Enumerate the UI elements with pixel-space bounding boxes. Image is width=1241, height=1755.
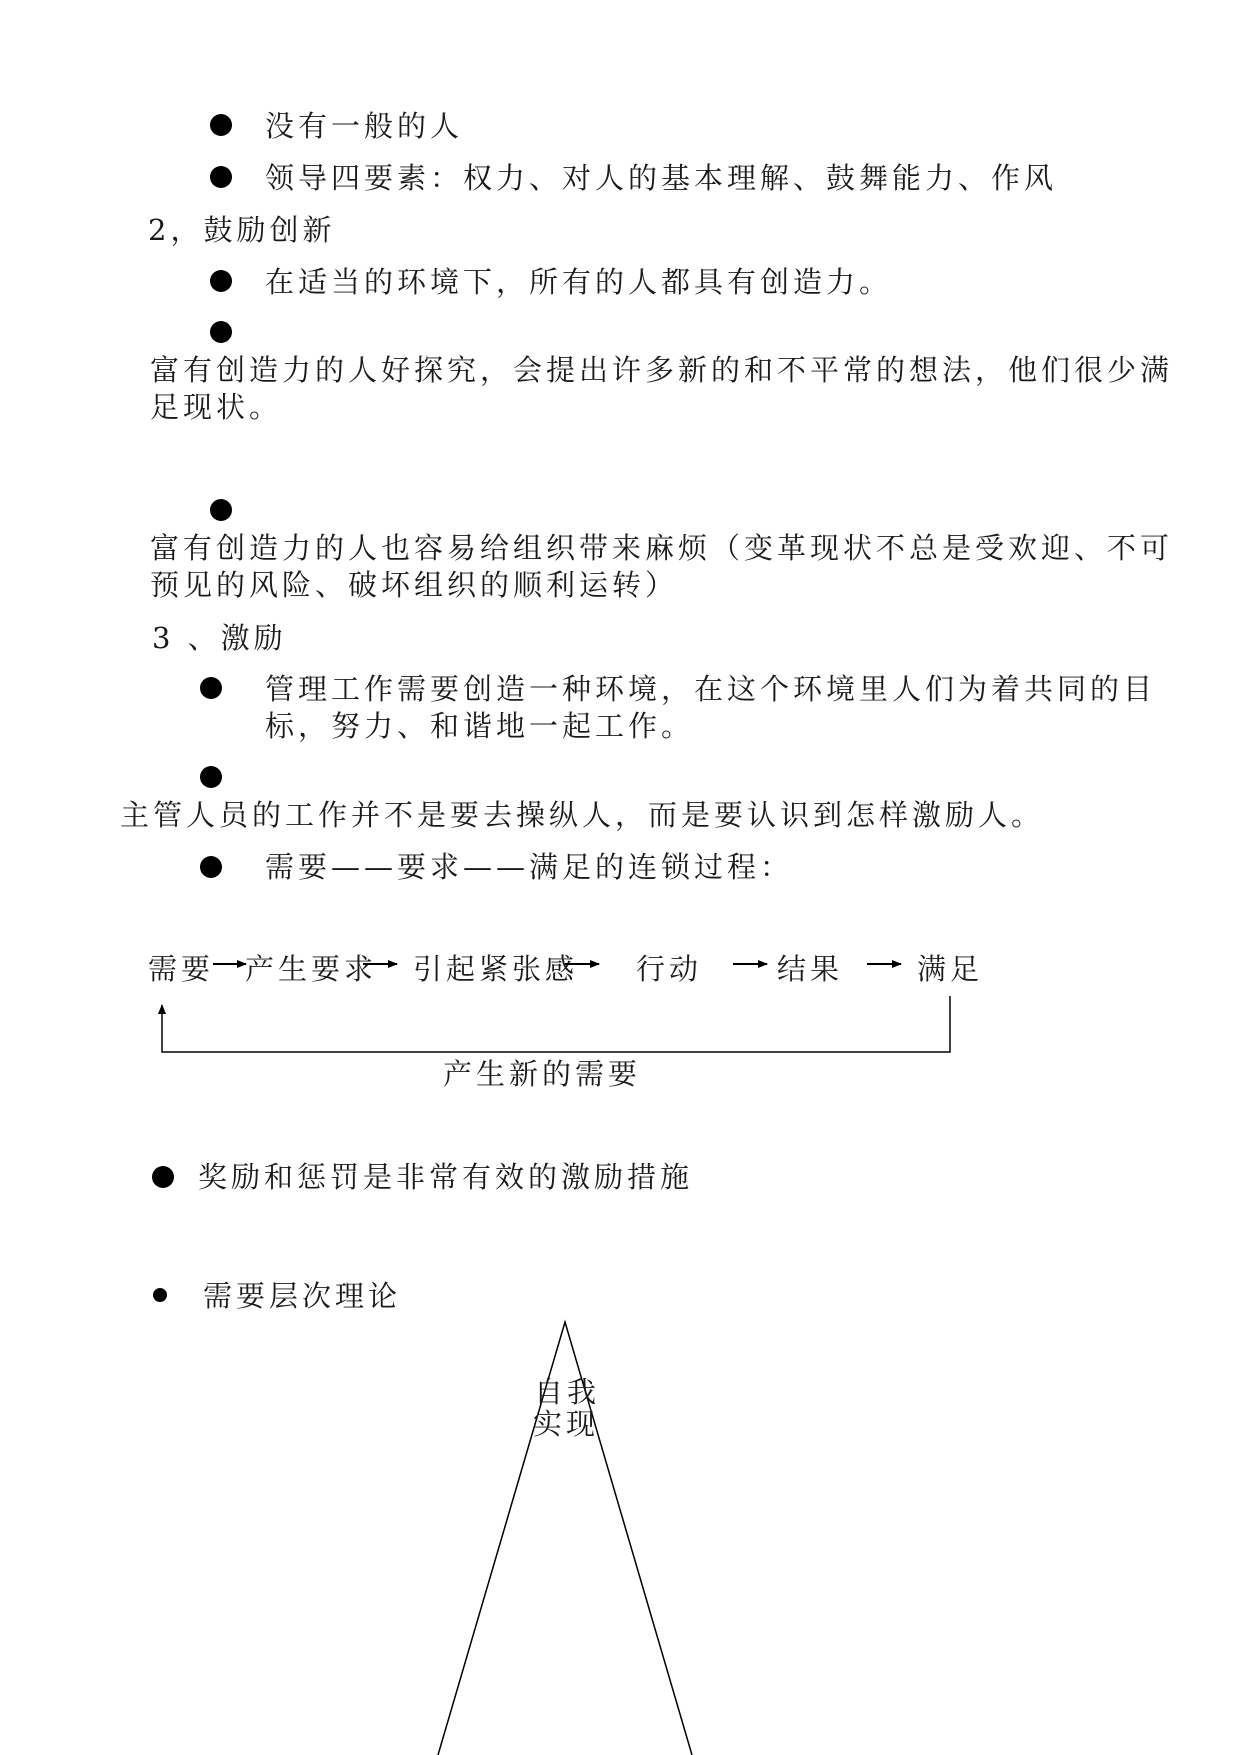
paragraph-line: 富有创造力的人也容易给组织带来麻烦（变革现状不总是受欢迎、不可 <box>150 531 1174 565</box>
bullet-text: 在适当的环境下，所有的人都具有创造力。 <box>265 265 893 299</box>
bullet-text: 管理工作需要创造一种环境，在这个环境里人们为着共同的目 <box>265 672 1157 706</box>
bullet-text: 标，努力、和谐地一起工作。 <box>265 709 695 743</box>
flow-step-demand: 产生要求 <box>245 952 378 986</box>
bullet-text: 奖励和惩罚是非常有效的激励措施 <box>198 1160 694 1194</box>
bullet-text: 需要——要求——满足的连锁过程： <box>265 850 794 884</box>
bullet-text: 领导四要素：权力、对人的基本理解、鼓舞能力、作风 <box>265 161 1058 195</box>
flow-step-need: 需要 <box>148 952 215 986</box>
feedback-loop-line <box>162 996 950 1052</box>
paragraph-line: 足现状。 <box>150 390 283 424</box>
flow-step-satisfy: 满足 <box>917 952 984 986</box>
paragraph-line: 富有创造力的人好探究，会提出许多新的和不平常的想法，他们很少满 <box>150 353 1174 387</box>
section-heading: 2，鼓励创新 <box>148 213 336 247</box>
bullet-dot <box>152 1166 174 1188</box>
section-heading: 3 、激励 <box>152 621 287 655</box>
flow-step-result: 结果 <box>777 952 844 986</box>
pyramid-top-label: 自我 <box>534 1375 601 1409</box>
bullet-dot <box>153 1288 167 1302</box>
feedback-label: 产生新的需要 <box>443 1057 642 1091</box>
bullet-text: 需要层次理论 <box>203 1279 402 1313</box>
bullet-text: 没有一般的人 <box>265 109 464 143</box>
flow-step-action: 行动 <box>636 952 703 986</box>
paragraph-line: 主管人员的工作并不是要去操纵人，而是要认识到怎样激励人。 <box>120 798 1045 832</box>
paragraph-line: 预见的风险、破坏组织的顺利运转） <box>150 568 679 602</box>
pyramid-top-label: 实现 <box>533 1407 600 1441</box>
flow-step-tension: 引起紧张感 <box>413 952 579 986</box>
